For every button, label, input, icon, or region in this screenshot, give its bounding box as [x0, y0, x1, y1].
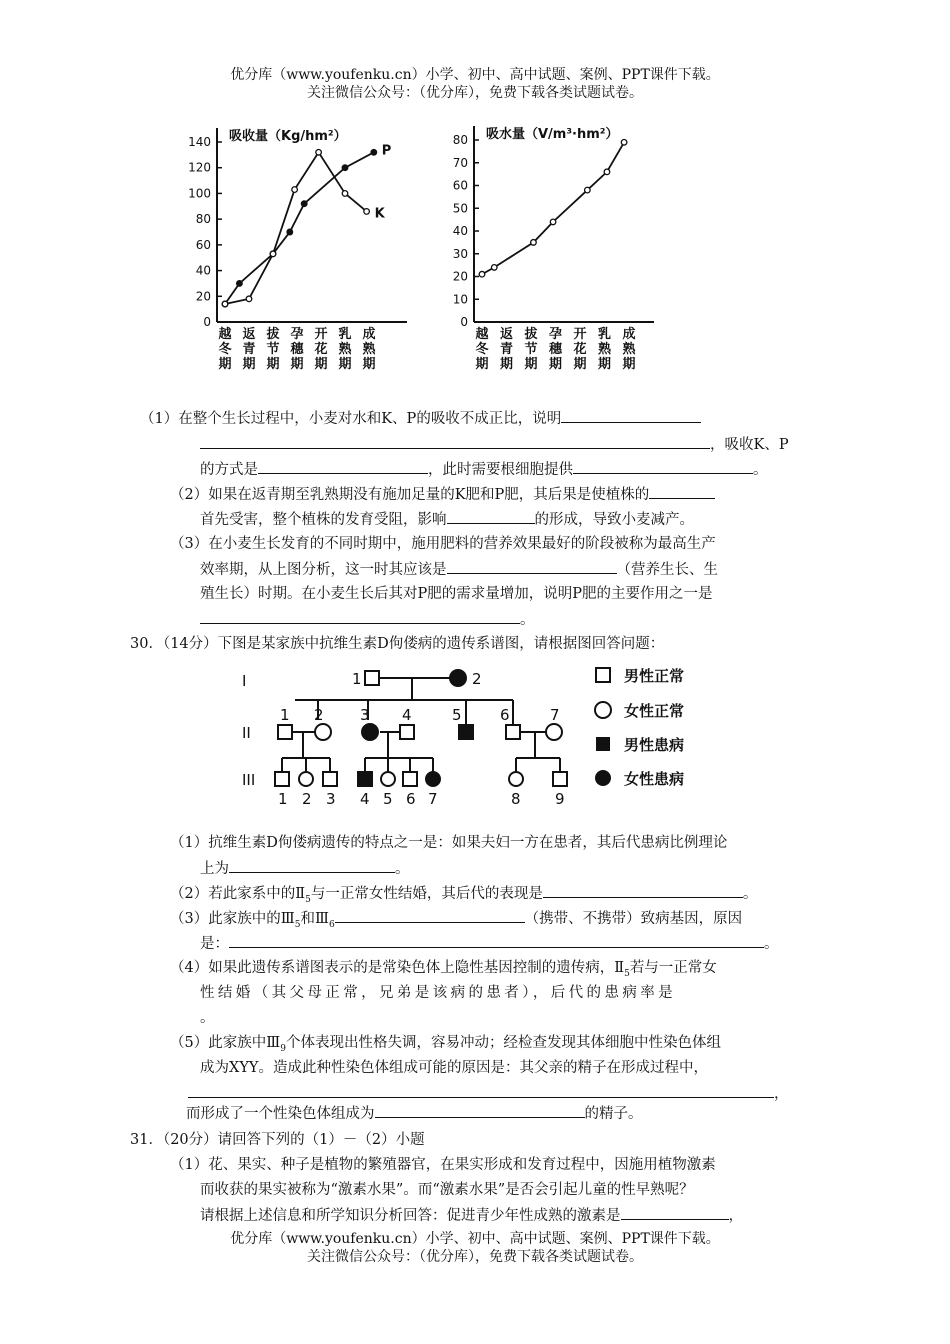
q30-p1-line2: 上为 。 [200, 858, 410, 879]
q30-p4-line3: 。 [200, 1010, 215, 1026]
q29-p1-line1: （1）在整个生长过程中，小麦对水和K、P的吸收不成正比，说明 [140, 408, 701, 429]
data-point [342, 191, 348, 197]
q29-blank-1[interactable] [561, 408, 701, 423]
y-tick-label: 40 [452, 224, 468, 238]
x-tick-label: 熟 [597, 342, 612, 357]
pedigree-male-normal [553, 772, 567, 786]
pedigree-female-affected [362, 724, 378, 740]
gen3-number: 3 [326, 790, 336, 808]
data-point [531, 240, 537, 246]
y-tick-label: 40 [195, 263, 211, 278]
q30-p4-line2: 性结婚（其父母正常，兄弟是该病的患者），后代的患病率是 [200, 985, 677, 1001]
q29-p2-line1: （2）如果在返青期至乳熟期没有施加足量的K肥和P肥，其后果是使植株的 [170, 484, 715, 505]
pedigree-male-normal [275, 772, 289, 786]
y-tick-label: 10 [452, 292, 468, 307]
pedigree-female-normal [315, 724, 331, 740]
data-point [342, 165, 348, 171]
q31-p1-line2: 而收获的果实被称为“激素水果”。而“激素水果”是否会引起儿童的性早熟呢？ [200, 1182, 694, 1198]
pedigree-male-normal [365, 671, 379, 685]
q30-blank-2[interactable] [543, 883, 743, 898]
q30-blank-6[interactable] [375, 1103, 585, 1118]
x-tick-label: 熟 [338, 342, 352, 357]
legend-male-affected-icon [596, 737, 610, 751]
x-tick-label: 期 [338, 357, 352, 372]
legend-male-normal-icon [596, 668, 610, 682]
q29-blank-8[interactable] [200, 609, 520, 624]
q29-p1-line2: ，吸收K、P [200, 434, 789, 455]
pedigree-male-normal [403, 772, 417, 786]
x-tick-label: 节 [266, 342, 280, 357]
data-point [479, 271, 485, 277]
chart-title: 吸水量（V/m³·hm²） [486, 127, 619, 142]
header-line-2: 关注微信公众号：（优分库），免费下载各类试题试卷。 [307, 85, 643, 101]
x-tick-label: 期 [622, 357, 636, 372]
y-tick-label: 80 [452, 133, 468, 147]
footer-line-1: 优分库（www.youfenku.cn）小学、初中、高中试题、案例、PPT课件下载。 [230, 1231, 720, 1247]
pedigree-male-affected [358, 772, 372, 786]
x-tick-label: 期 [242, 357, 256, 372]
y-tick-label: 100 [188, 186, 211, 201]
x-tick-label: 期 [266, 357, 280, 372]
pedigree-male-normal [400, 725, 414, 739]
gen2-number: 7 [550, 706, 560, 724]
x-tick-label: 青 [242, 342, 256, 357]
data-point [301, 201, 307, 207]
footer-line-2: 关注微信公众号：（优分库），免费下载各类试题试卷。 [307, 1249, 643, 1265]
legend-female-normal: 女性正常 [624, 702, 685, 720]
q30-p4-line1: （4）如果此遗传系谱图表示的是常染色体上隐性基因控制的遗传病，$Ⅱ_5$若与一正常女 [170, 960, 717, 979]
gen3-number: 6 [406, 790, 416, 808]
x-tick-label: 成 [362, 327, 376, 342]
q30-title: 30．（14分）下图是某家族中抗维生素D佝偻病的遗传系谱图，请根据图回答问题： [130, 636, 665, 652]
x-tick-label: 期 [499, 357, 514, 372]
q31-p1-line3: 请根据上述信息和所学知识分析回答：促进青少年性成熟的激素是 ， [200, 1205, 743, 1226]
x-tick-label: 熟 [362, 342, 376, 357]
gen3-number: 9 [555, 790, 565, 808]
q29-blank-2[interactable] [200, 434, 710, 449]
series-label: P [381, 143, 392, 159]
pedigree-chart [230, 658, 580, 808]
data-point [550, 219, 556, 225]
y-tick-label: 120 [188, 160, 211, 175]
q29-p3-line4: 。 [200, 609, 535, 630]
chart-title: 吸收量（Kg/hm²） [229, 129, 347, 144]
gen2-number: 6 [500, 706, 510, 724]
q31-p1-line1: （1）花、果实、种子是植物的繁殖器官，在果实形成和发育过程中，因施用植物激素 [170, 1157, 716, 1173]
data-point [287, 229, 293, 235]
y-tick-label: 20 [452, 269, 468, 284]
x-tick-label: 开 [573, 327, 587, 342]
series-line [225, 152, 374, 304]
series-line [225, 152, 367, 304]
legend-male-normal: 男性正常 [624, 667, 685, 685]
x-tick-label: 冬 [475, 342, 489, 357]
x-tick-label: 期 [362, 357, 376, 372]
q29-blank-5[interactable] [649, 484, 715, 499]
q29-p3-line1: （3）在小麦生长发育的不同时期中，施用肥料的营养效果最好的阶段被称为最高生产 [170, 536, 716, 552]
q30-p2: （2）若此家系中的$Ⅱ_5$与一正常女性结婚，其后代的表现是 。 [170, 883, 757, 910]
q30-p1-line1: （1）抗维生素D佝偻病遗传的特点之一是：如果夫妇一方在患者，其后代患病比例理论 [170, 835, 728, 851]
x-tick-label: 开 [314, 327, 328, 342]
x-tick-label: 期 [218, 357, 232, 372]
q30-blank-5[interactable] [188, 1083, 774, 1098]
x-tick-label: 期 [314, 357, 328, 372]
x-tick-label: 花 [573, 342, 587, 357]
q29-p1-line3: 的方式是 ，此时需要根细胞提供 。 [200, 459, 768, 480]
legend-symbols [594, 666, 614, 796]
x-tick-label: 期 [548, 357, 563, 372]
q29-blank-6[interactable] [447, 509, 535, 524]
data-point [237, 281, 243, 287]
q30-blank-4[interactable] [229, 933, 764, 948]
gen2-number: 3 [360, 706, 370, 724]
pedigree-female-affected [426, 772, 440, 786]
x-tick-label: 穗 [548, 342, 563, 357]
y-tick-label: 30 [452, 246, 468, 261]
series-label: K [374, 206, 385, 222]
x-tick-label: 期 [573, 357, 587, 372]
q29-blank-7[interactable] [447, 559, 617, 574]
y-tick-label: 70 [452, 155, 468, 170]
x-tick-label: 花 [314, 342, 328, 357]
data-point [604, 169, 610, 175]
pedigree-female-normal [299, 772, 313, 786]
legend-male-affected: 男性患病 [624, 736, 685, 754]
data-point [585, 187, 591, 193]
q30-p3-line1: （3）此家族中的$Ⅲ_5$和$Ⅲ_6$ （携带、不携带）致病基因，原因 [170, 908, 742, 935]
data-point [292, 187, 298, 193]
y-tick-label: 20 [195, 289, 211, 304]
data-point [316, 149, 322, 155]
q30-p3-line2: 是： 。 [200, 933, 779, 954]
x-tick-label: 青 [499, 342, 514, 357]
gen3-number: 4 [360, 790, 370, 808]
q31-title: 31．（20分）请回答下列的（1）－（2）小题 [130, 1132, 425, 1148]
x-tick-label: 期 [524, 357, 538, 372]
gen2-number: 5 [452, 706, 462, 724]
y-tick-label: 60 [452, 178, 468, 193]
x-tick-label: 越 [475, 327, 489, 342]
x-tick-label: 返 [499, 327, 514, 342]
x-tick-label: 孕 [290, 327, 304, 342]
q30-p5-line1: （5）此家族中$Ⅲ_9$个体表现出性格失调，容易冲动；经检查发现其体细胞中性染色体组 [170, 1035, 721, 1054]
x-tick-label: 孕 [548, 327, 563, 342]
pedigree-female-normal [509, 772, 523, 786]
x-tick-label: 拔 [266, 327, 280, 342]
q30-p5-line2: 成为XYY。造成此种性染色体组成可能的原因是：其父亲的精子在形成过程中， [200, 1060, 708, 1076]
q30-p5-line3: ， [188, 1083, 789, 1104]
x-tick-label: 熟 [622, 342, 636, 357]
pedigree-male-normal [323, 772, 337, 786]
absorption-chart [185, 118, 425, 388]
y-tick-label: 50 [452, 201, 468, 216]
gen3-number: 8 [511, 790, 521, 808]
water-absorption-chart [440, 118, 665, 388]
y-tick-label: 0 [460, 315, 468, 329]
gen3-number: 7 [428, 790, 438, 808]
pedigree-male-normal [278, 725, 292, 739]
gen-label: III [242, 771, 256, 789]
gen-label: I [242, 672, 247, 690]
q30-blank-1[interactable] [229, 858, 395, 873]
x-tick-label: 越 [218, 327, 232, 342]
pedigree-female-affected [450, 670, 466, 686]
gen3-number: 1 [278, 790, 288, 808]
gen2-number: 1 [280, 706, 290, 724]
gen2-number: 2 [314, 706, 324, 724]
data-point [270, 251, 276, 257]
x-tick-label: 期 [597, 357, 612, 372]
q29-p3-line3: 殖生长）时期。在小麦生长后其对P肥的需求量增加，说明P肥的主要作用之一是 [200, 586, 713, 602]
y-tick-label: 140 [188, 135, 211, 149]
q29-p2-line2: 首先受害，整个植株的发育受阻，影响 的形成，导致小麦减产。 [200, 509, 694, 530]
x-tick-label: 成 [622, 327, 636, 342]
x-tick-label: 乳 [338, 327, 352, 342]
x-tick-label: 期 [475, 357, 489, 372]
q30-blank-3[interactable] [335, 908, 525, 923]
gen1-number: 2 [472, 670, 482, 688]
series-line [482, 142, 624, 274]
gen1-number: 1 [352, 670, 362, 688]
q29-blank-4[interactable] [573, 459, 753, 474]
pedigree-male-affected [459, 725, 473, 739]
data-point [246, 296, 252, 302]
x-tick-label: 返 [242, 327, 256, 342]
data-point [222, 301, 228, 307]
y-tick-label: 0 [203, 315, 211, 329]
q29-blank-3[interactable] [258, 459, 428, 474]
data-point [621, 139, 627, 145]
data-point [364, 209, 370, 215]
y-tick-label: 80 [195, 212, 211, 227]
gen3-number: 2 [302, 790, 312, 808]
x-tick-label: 乳 [597, 327, 612, 342]
legend-female-affected: 女性患病 [624, 770, 685, 788]
x-tick-label: 穗 [290, 342, 304, 357]
x-tick-label: 期 [290, 357, 304, 372]
data-point [371, 149, 377, 155]
header-line-1: 优分库（www.youfenku.cn）小学、初中、高中试题、案例、PPT课件下载。 [230, 67, 720, 83]
gen-label: II [242, 724, 251, 742]
gen3-number: 5 [383, 790, 393, 808]
legend-female-affected-icon [595, 770, 611, 786]
x-tick-label: 拔 [524, 327, 538, 342]
pedigree-female-normal [546, 724, 562, 740]
data-point [491, 265, 497, 271]
legend-female-normal-icon [595, 702, 611, 718]
q31-blank-1[interactable] [621, 1205, 729, 1220]
pedigree-female-normal [381, 772, 395, 786]
pedigree-male-normal [506, 725, 520, 739]
x-tick-label: 冬 [218, 342, 232, 357]
q29-p3-line2: 效率期，从上图分析，这一时其应该是 （营养生长、生 [200, 559, 718, 580]
gen2-number: 4 [402, 706, 412, 724]
y-tick-label: 60 [195, 237, 211, 252]
q30-p5-line4: 而形成了一个性染色体组成为 的精子。 [186, 1103, 643, 1124]
x-tick-label: 节 [524, 342, 538, 357]
